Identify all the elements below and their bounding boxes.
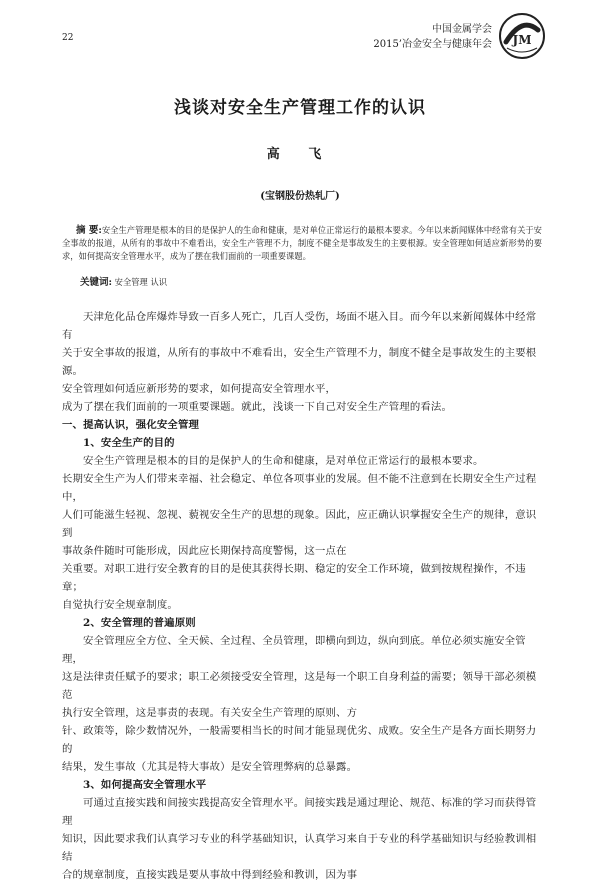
body-line: 合的规章制度，直接实践是要从事故中得到经验和教训，因为事	[62, 869, 358, 881]
body-line: 这是法律责任赋予的要求；职工必须接受安全管理，这是每一个职工自身利益的需要；领导干部必须模范	[62, 671, 537, 701]
body-line: 事故条件随时可能形成，因此应长期保持高度警惕，这一点在	[62, 545, 347, 557]
body-line: 可通过直接实践和间接实践提高安全管理水平。间接实践是通过理论、规范、标准的学习而获得管理	[62, 797, 537, 827]
running-header	[373, 22, 492, 52]
body-line: 长期安全生产为人们带来幸福、社会稳定、单位各项事业的发展。但不能不注意到在长期安全生产过程中，	[62, 473, 537, 503]
society-logo	[498, 12, 546, 60]
logo-mark-text: JM	[512, 33, 532, 47]
body-line: 知识，因此要求我们认真学习专业的科学基础知识，认真学习来自于专业的科学基础知识与经验教训相结	[62, 833, 537, 863]
body-line: 天津危化品仓库爆炸导致一百多人死亡，几百人受伤，场面不堪入目。而今年以来新闻媒体中经常有	[62, 311, 537, 341]
body-line: 执行安全管理，这是事责的表现。有关安全生产管理的原则、方	[62, 707, 358, 719]
article-author: 高 飞	[266, 147, 334, 162]
article-body	[62, 308, 544, 884]
body-line: 安全管理如何适应新形势的要求，如何提高安全管理水平，	[62, 383, 337, 395]
article-title: 浅谈对安全生产管理工作的认识	[174, 98, 426, 118]
body-line: 人们可能滋生轻视、忽视、藐视安全生产的思想的现象。因此，应正确认识掌握安全生产的规律，意识到	[62, 509, 537, 539]
subsection-heading: 3、如何提高安全管理水平	[83, 779, 207, 791]
body-line: 关于安全事故的报道，从所有的事故中不难看出，安全生产管理不力，制度不健全是事故发生的主要根源。	[62, 347, 537, 377]
author-affiliation: (宝钢股份热轧厂)	[260, 191, 340, 202]
keywords	[80, 274, 167, 288]
page-number: 22	[62, 33, 74, 43]
society-name: 中国金属学会	[432, 24, 492, 35]
body-line: 成为了摆在我们面前的一项重要课题。就此，浅谈一下自己对安全生产管理的看法。	[62, 401, 452, 413]
subsection-heading: 2、安全管理的普遍原则	[83, 617, 196, 629]
section-heading: 一、提高认识，强化安全管理	[62, 419, 200, 431]
keywords-label: 关键词:	[80, 277, 113, 288]
body-line: 自觉执行安全规章制度。	[62, 599, 178, 611]
body-line: 结果，发生事故（尤其是特大事故）是安全管理弊病的总暴露。	[62, 761, 358, 773]
body-line: 针、政策等，除少数情况外，一般需要相当长的时间才能显现优劣、成败。安全生产是各方面长期努力的	[62, 725, 537, 755]
conference-name: 2015’冶金安全与健康年会	[373, 39, 492, 50]
abstract-text: 安全生产管理是根本的目的是保护人的生命和健康，是对单位正常运行的最根本要求。今年以来新闻媒体中经常有关于安全事故的报道，从所有的事故中不难看出，安全生产管理不力，制度不健全是事故发生的主要根源。安全管理如何适应新形势的要求，如何提高安全管理水平，成为了摆在我们面前的一项重要课题。	[62, 225, 542, 261]
abstract	[62, 224, 542, 263]
keywords-text: 安全管理 认识	[114, 277, 168, 287]
body-line: 关重要。对职工进行安全教育的目的是使其获得长期、稳定的安全工作环境，做到按规程操作，不违章；	[62, 563, 526, 593]
body-line: 安全管理应全方位、全天候、全过程、全员管理，即横向到边，纵向到底。单位必须实施安全管理，	[62, 635, 526, 665]
abstract-label: 摘 要:	[76, 225, 102, 236]
subsection-heading: 1、安全生产的目的	[83, 437, 175, 449]
body-line: 安全生产管理是根本的目的是保护人的生命和健康，是对单位正常运行的最根本要求。	[83, 455, 484, 467]
